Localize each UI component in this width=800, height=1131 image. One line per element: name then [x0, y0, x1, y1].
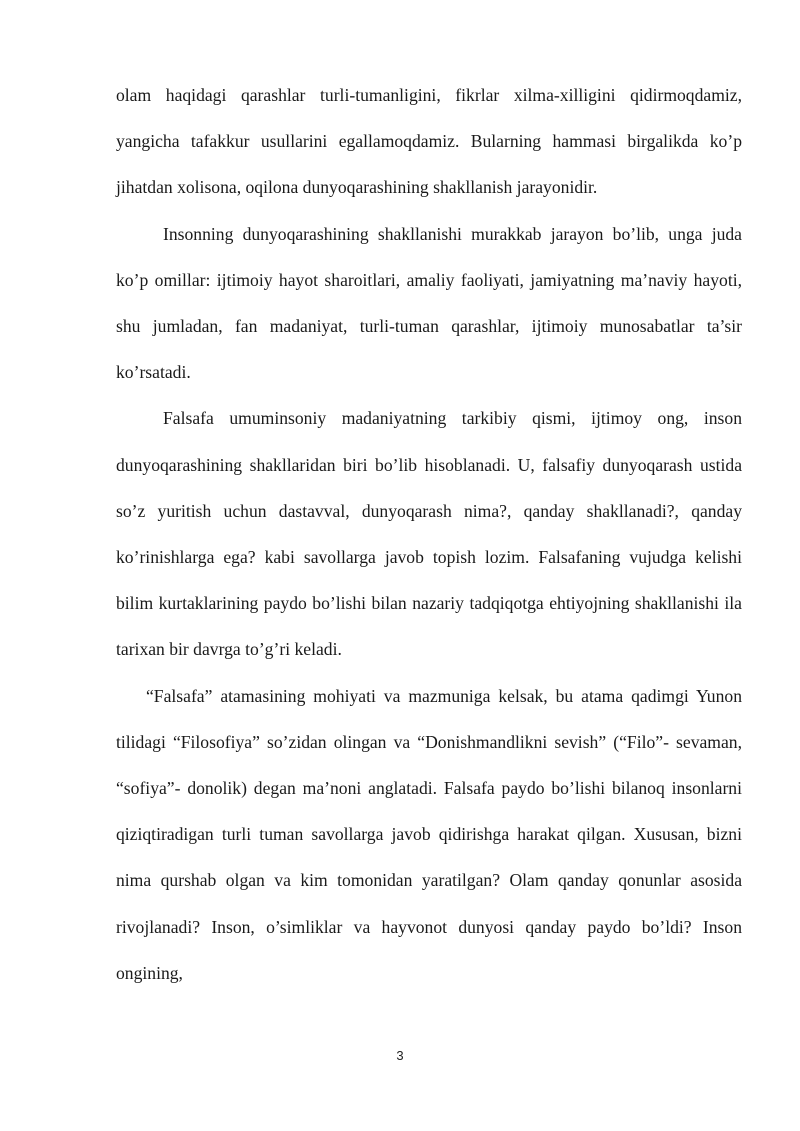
- paragraph-worldview-formation: Insonning dunyoqarashining shakllanishi murakkab jarayon bo’lib, unga juda ko’p omillar: ijtimoiy hayot sharoitlari, amaliy faoliyati, jamiyatning ma’naviy hayoti, shu jumladan, fan madaniyat, turli-tuman qarashlar, ijtimoiy munosabatlar ta’sir ko’rsatadi.: [116, 223, 742, 383]
- paragraph-philosophy-term: “Falsafa” atamasining mohiyati va mazmuniga kelsak, bu atama qadimgi Yunon tilidagi “Filosofiya” so’zidan olingan va “Donishmandlikni sevish” (“Filo”- sevaman, “sofiya”- donolik) degan ma’noni anglatadi. Falsafa paydo bo’lishi bilanoq insonlarni qiziqtiradigan turli tuman savollarga javob qidirishga harakat qilgan. Xususan, bizni nima qurshab olgan va kim tomonidan yaratilgan? Olam qanday qonunlar asosida rivojlanadi? Inson, o’simliklar va hayvonot dunyosi qanday paydo bo’ldi? Inson ongining,: [116, 685, 742, 983]
- paragraph-continuation: olam haqidagi qarashlar turli-tumanligini, fikrlar xilma-xilligini qidirmoqdamiz, yangicha tafakkur usullarini egallamoqdamiz. Bularning hammasi birgalikda ko’p jihatdan xolisona, oqilona dunyoqarashining shakllanish jarayonidir.: [116, 85, 742, 198]
- paragraph-philosophy-culture: Falsafa umuminsoniy madaniyatning tarkibiy qismi, ijtimoy ong, inson dunyoqarashining shakllaridan biri bo’lib hisoblanadi. U, falsafiy dunyoqarash ustida so’z yuritish uchun dastavval, dunyoqarash nima?, qanday shakllanadi?, qanday ko’rinishlarga ega? kabi savollarga javob topish lozim. Falsafaning vujudga kelishi bilim kurtaklarining paydo bo’lishi bilan nazariy tadqiqotga ehtiyojning shakllanishi ila tarixan bir davrga to’g’ri keladi.: [116, 408, 742, 660]
- text-body: [116, 72, 742, 996]
- page-number: 3: [396, 1048, 404, 1063]
